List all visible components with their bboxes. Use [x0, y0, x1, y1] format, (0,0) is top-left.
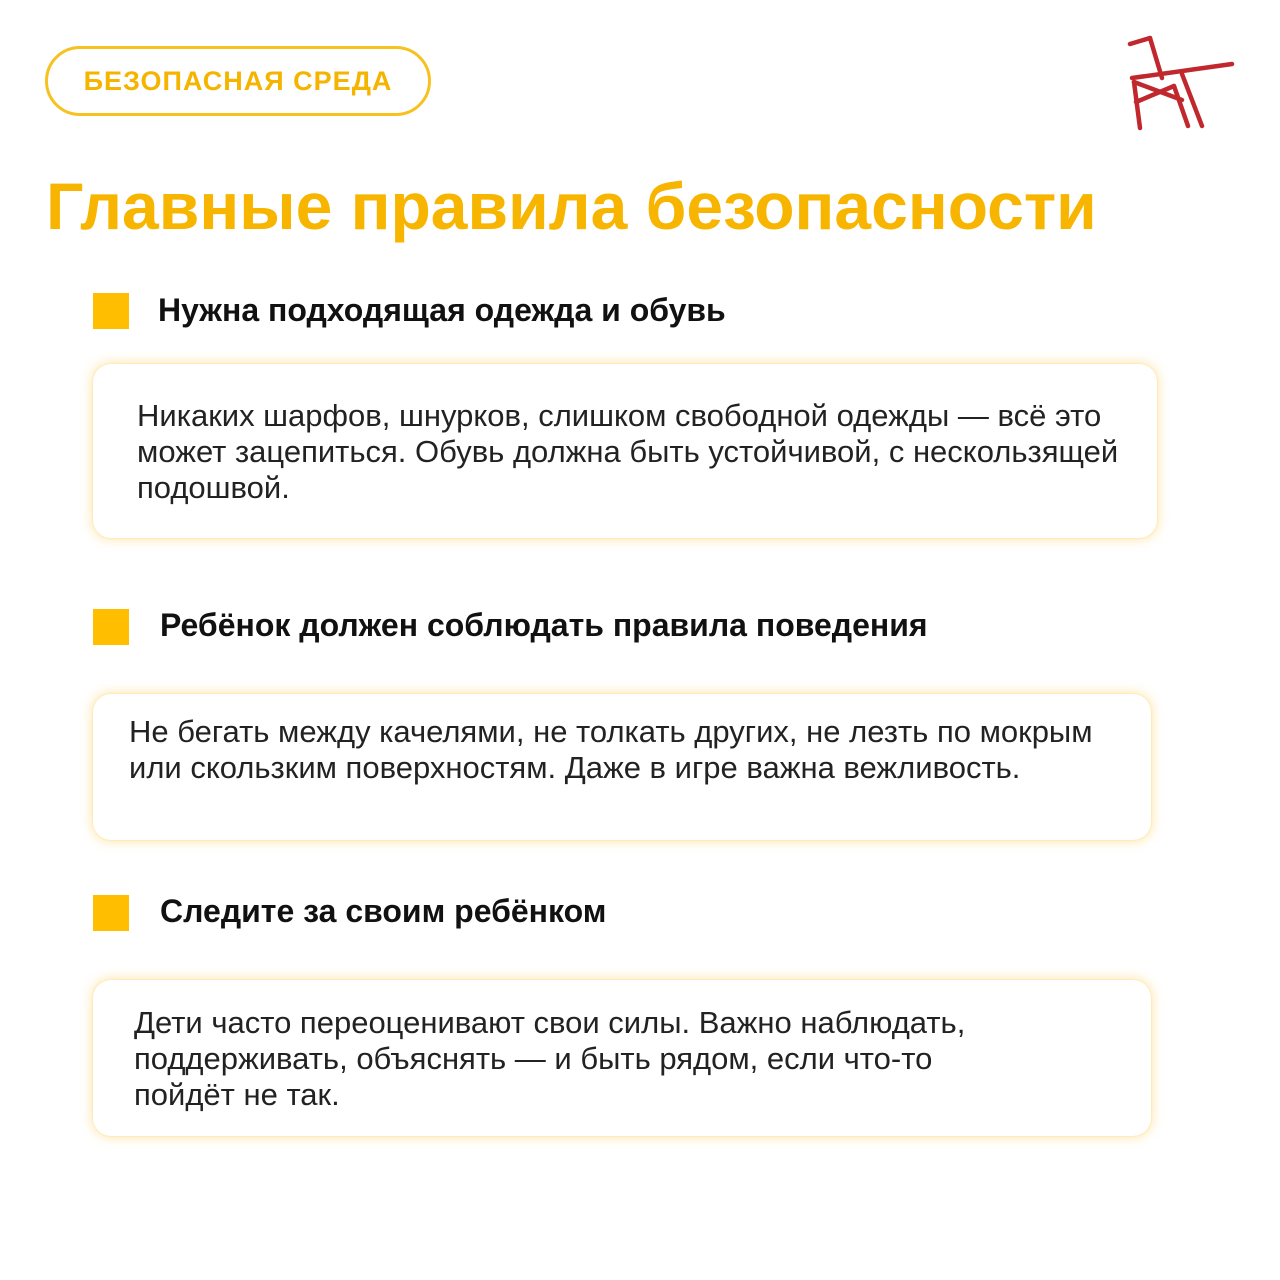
square-bullet-icon — [93, 609, 129, 645]
rule-text: Дети часто переоценивают свои силы. Важно наблюдать, поддерживать, объяснять — и быть рядом, если что-то пойдёт не так. — [134, 1005, 966, 1112]
category-tag — [45, 46, 431, 116]
page-title: Главные правила безопасности — [46, 169, 1097, 243]
rule-heading: Нужна подходящая одежда и обувь — [158, 292, 726, 328]
rule-heading: Следите за своим ребёнком — [160, 893, 607, 929]
rule-text: Никаких шарфов, шнурков, слишком свободной одежды — всё это может зацепиться. Обувь должна быть устойчивой, с нескользящей подошвой. — [137, 398, 1119, 505]
rule-card — [93, 364, 1157, 538]
rule-heading: Ребёнок должен соблюдать правила поведения — [160, 607, 928, 643]
rule-text: Не бегать между качелями, не толкать других, не лезть по мокрым или скользким поверхностям. Даже в игре важна вежливость. — [129, 714, 1093, 785]
rule-card — [93, 694, 1151, 840]
square-bullet-icon — [93, 293, 129, 329]
red-chair-icon — [1122, 34, 1236, 132]
rule-card — [93, 980, 1151, 1136]
category-tag-label: БЕЗОПАСНАЯ СРЕДА — [83, 65, 393, 96]
square-bullet-icon — [93, 895, 129, 931]
